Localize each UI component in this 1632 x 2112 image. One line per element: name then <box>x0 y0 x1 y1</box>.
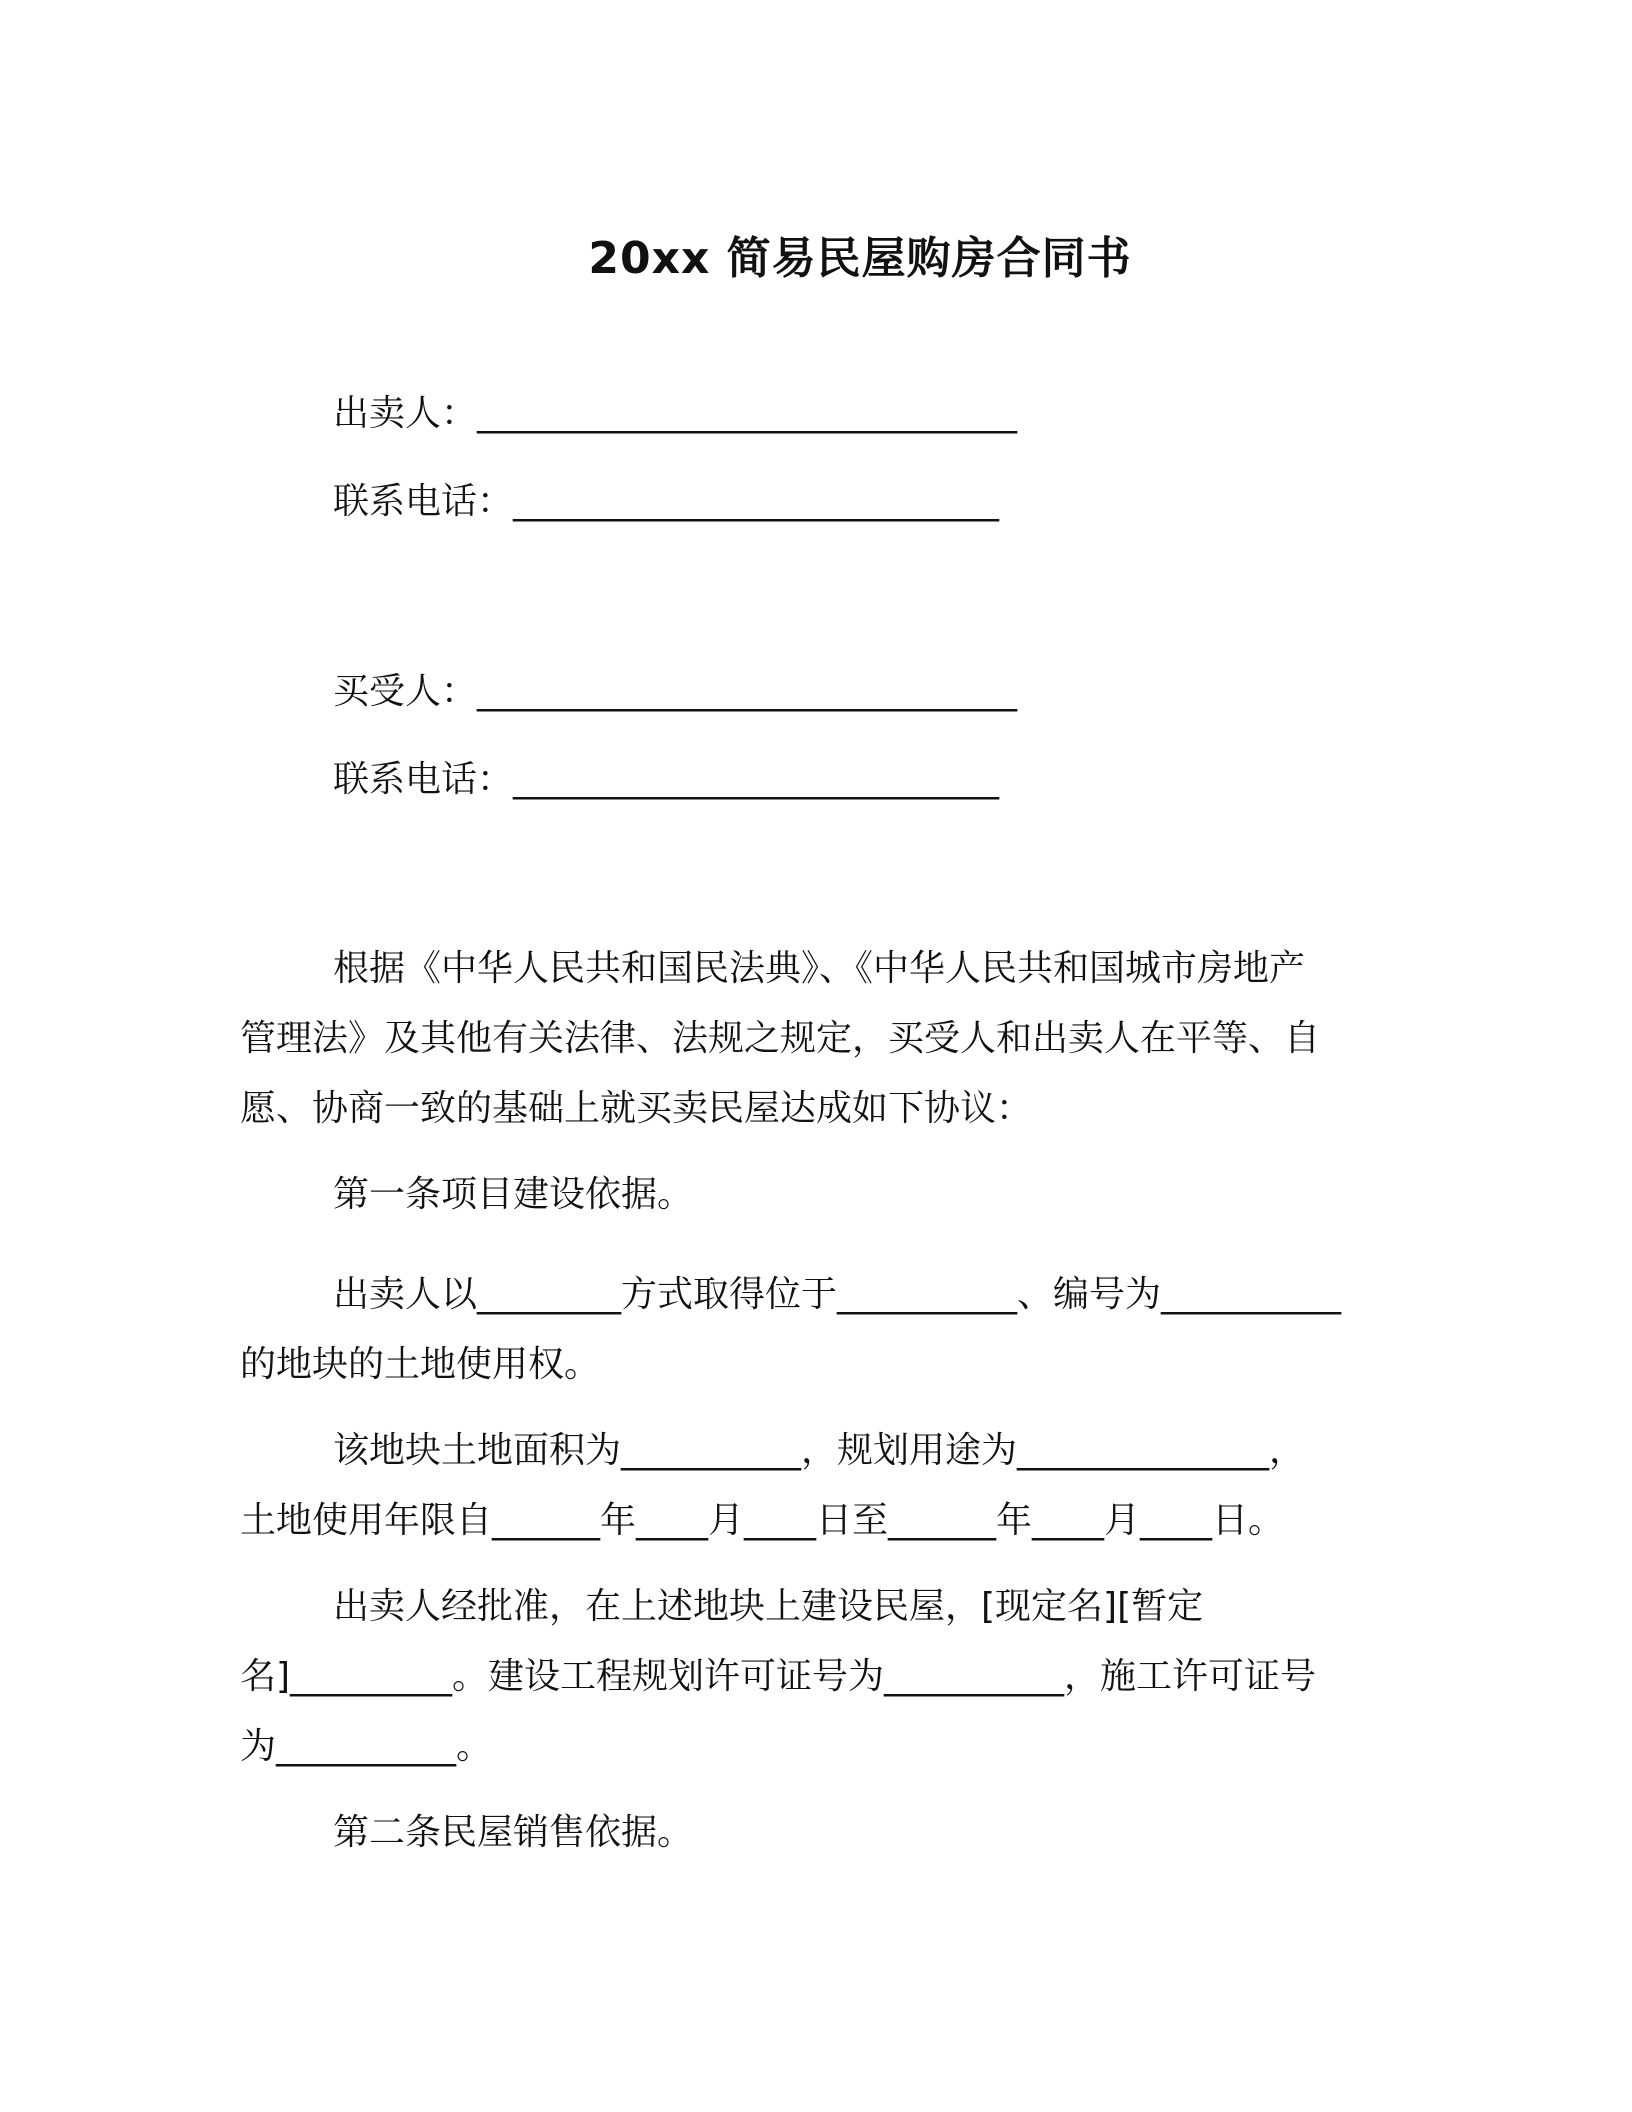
buyer-blank: ______________________________ <box>477 671 1018 712</box>
article-heading-text: 第一条项目建设依据。 <box>333 1174 694 1215</box>
buyer-phone-label: 联系电话： <box>333 759 514 800</box>
paragraph-line: 该地块土地面积为__________，规划用途为______________， <box>333 1430 1306 1471</box>
seller-label: 出卖人： <box>333 393 478 434</box>
buyer-field <box>333 671 1018 712</box>
buyer-label: 买受人： <box>333 671 478 712</box>
preamble-line: 管理法》及其他有关法律、法规之规定，买受人和出卖人在平等、自 <box>240 1018 1321 1059</box>
preamble-line: 根据《中华人民共和国民法典》、《中华人民共和国城市房地产 <box>333 948 1306 989</box>
seller-phone-field <box>333 481 1000 522</box>
article-heading-text: 第二条民屋销售依据。 <box>333 1812 694 1853</box>
paragraph-line: 名]_________。建设工程规划许可证号为__________，施工许可证号 <box>240 1656 1317 1697</box>
article1-paragraph-3 <box>240 1572 1385 1782</box>
paragraph-line: 出卖人经批准，在上述地块上建设民屋，[现定名][暂定 <box>333 1586 1204 1627</box>
article2-heading <box>240 1798 1385 1868</box>
seller-phone-blank: ___________________________ <box>513 481 1000 522</box>
article1-heading <box>240 1160 1385 1230</box>
article1-paragraph-1 <box>240 1260 1385 1400</box>
buyer-phone-blank: ___________________________ <box>513 759 1000 800</box>
document-title: 20xx 简易民屋购房合同书 <box>588 233 1132 284</box>
preamble-line: 愿、协商一致的基础上就买卖民屋达成如下协议： <box>240 1088 1033 1129</box>
seller-field <box>333 393 1018 434</box>
paragraph-line: 的地块的土地使用权。 <box>240 1344 601 1385</box>
buyer-phone-field <box>333 759 1000 800</box>
seller-blank: ______________________________ <box>477 393 1018 434</box>
seller-phone-label: 联系电话： <box>333 481 514 522</box>
article1-paragraph-2 <box>240 1416 1385 1556</box>
preamble-paragraph <box>240 934 1385 1144</box>
paragraph-line: 出卖人以________方式取得位于__________、编号为__________ <box>333 1274 1342 1315</box>
paragraph-line: 为__________。 <box>240 1726 493 1767</box>
paragraph-line: 土地使用年限自______年____月____日至______年____月____日。 <box>240 1500 1285 1541</box>
